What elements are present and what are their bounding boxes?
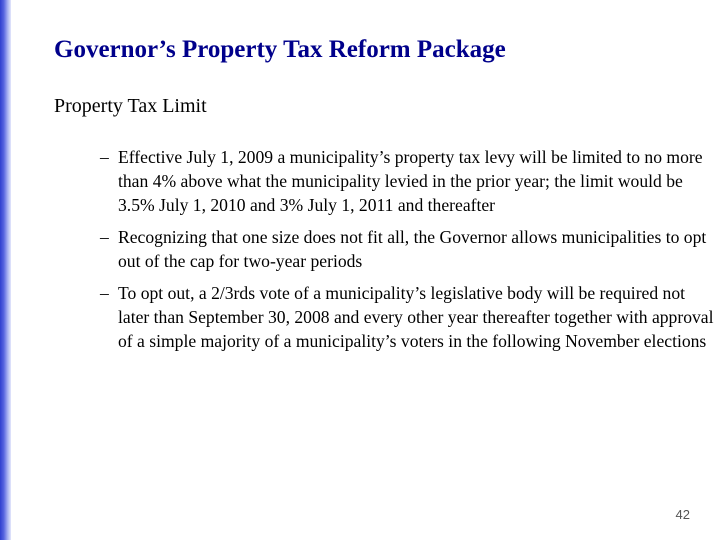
slide-subtitle: Property Tax Limit — [54, 95, 207, 117]
page-number: 42 — [675, 507, 690, 522]
bullet-item — [100, 281, 714, 353]
dash-bullet-marker: – — [100, 227, 109, 247]
bullet-list — [100, 145, 714, 361]
slide-title: Governor’s Property Tax Reform Package — [54, 36, 506, 63]
bullet-item — [100, 145, 714, 217]
dash-bullet-marker: – — [100, 147, 109, 167]
bullet-text: To opt out, a 2/3rds vote of a municipality’s legislative body will be required not later than September 30, 2008 and every other year thereafter together with approval of a simple majority of a municipality’s voters in the following November elections — [118, 283, 714, 351]
bullet-text: Effective July 1, 2009 a municipality’s property tax levy will be limited to no more than 4% above what the municipality levied in the prior year; the limit would be 3.5% July 1, 2010 and 3% July 1, 2011 and thereafter — [118, 147, 703, 215]
bullet-item — [100, 225, 714, 273]
decorative-side-bar — [0, 0, 11, 540]
dash-bullet-marker: – — [100, 283, 109, 303]
bullet-text: Recognizing that one size does not fit all, the Governor allows municipalities to opt out of the cap for two-year periods — [118, 227, 707, 271]
